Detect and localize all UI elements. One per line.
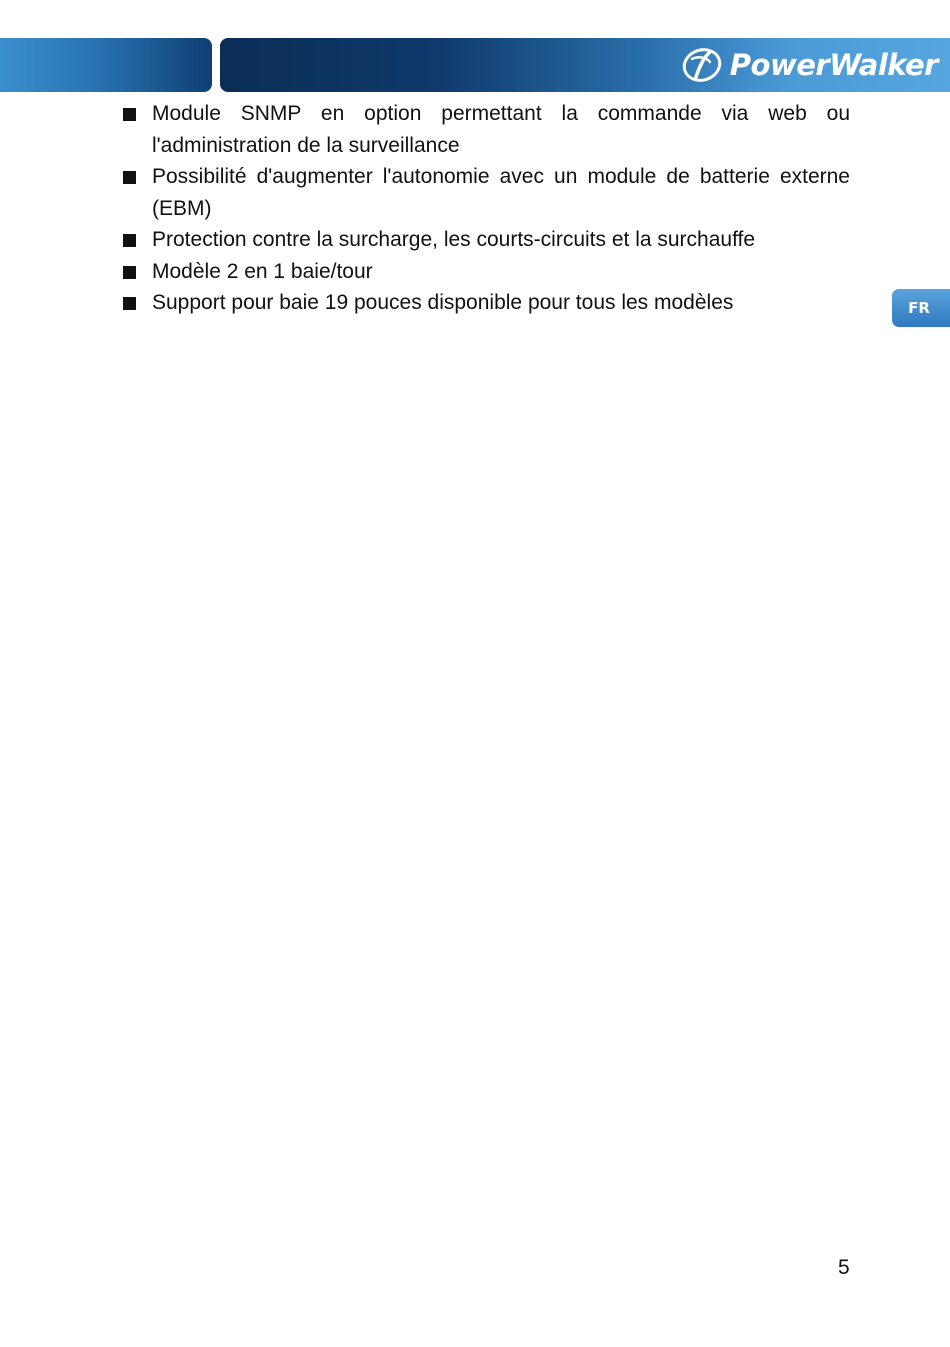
list-item — [122, 161, 850, 224]
list-item — [122, 256, 850, 288]
page-number: 5 — [838, 1256, 850, 1279]
brand-name: PowerWalker — [729, 48, 938, 82]
list-item-text: Module SNMP en option permettant la commande via web ou l'administration de la surveillance — [152, 102, 850, 157]
header-band-right — [220, 38, 950, 92]
list-item-text: Modèle 2 en 1 baie/tour — [152, 259, 373, 283]
list-item — [122, 98, 850, 161]
brand-logo — [680, 45, 938, 85]
language-tab-fr — [892, 289, 950, 327]
square-bullet-icon — [123, 171, 136, 184]
list-item — [122, 224, 850, 256]
square-bullet-icon — [123, 108, 136, 121]
list-item — [122, 287, 850, 319]
square-bullet-icon — [123, 234, 136, 247]
square-bullet-icon — [123, 297, 136, 310]
list-item-text: Possibilité d'augmenter l'autonomie avec un module de batterie externe (EBM) — [152, 165, 850, 220]
square-bullet-icon — [123, 266, 136, 279]
powerwalker-logo-icon — [680, 47, 724, 83]
header-band-left — [0, 38, 212, 92]
language-tab-label: FR — [908, 299, 930, 317]
list-item-text: Protection contre la surcharge, les courts-circuits et la surchauffe — [152, 228, 756, 251]
feature-list — [122, 98, 850, 319]
list-item-text: Support pour baie 19 pouces disponible pour tous les modèles — [152, 291, 734, 314]
